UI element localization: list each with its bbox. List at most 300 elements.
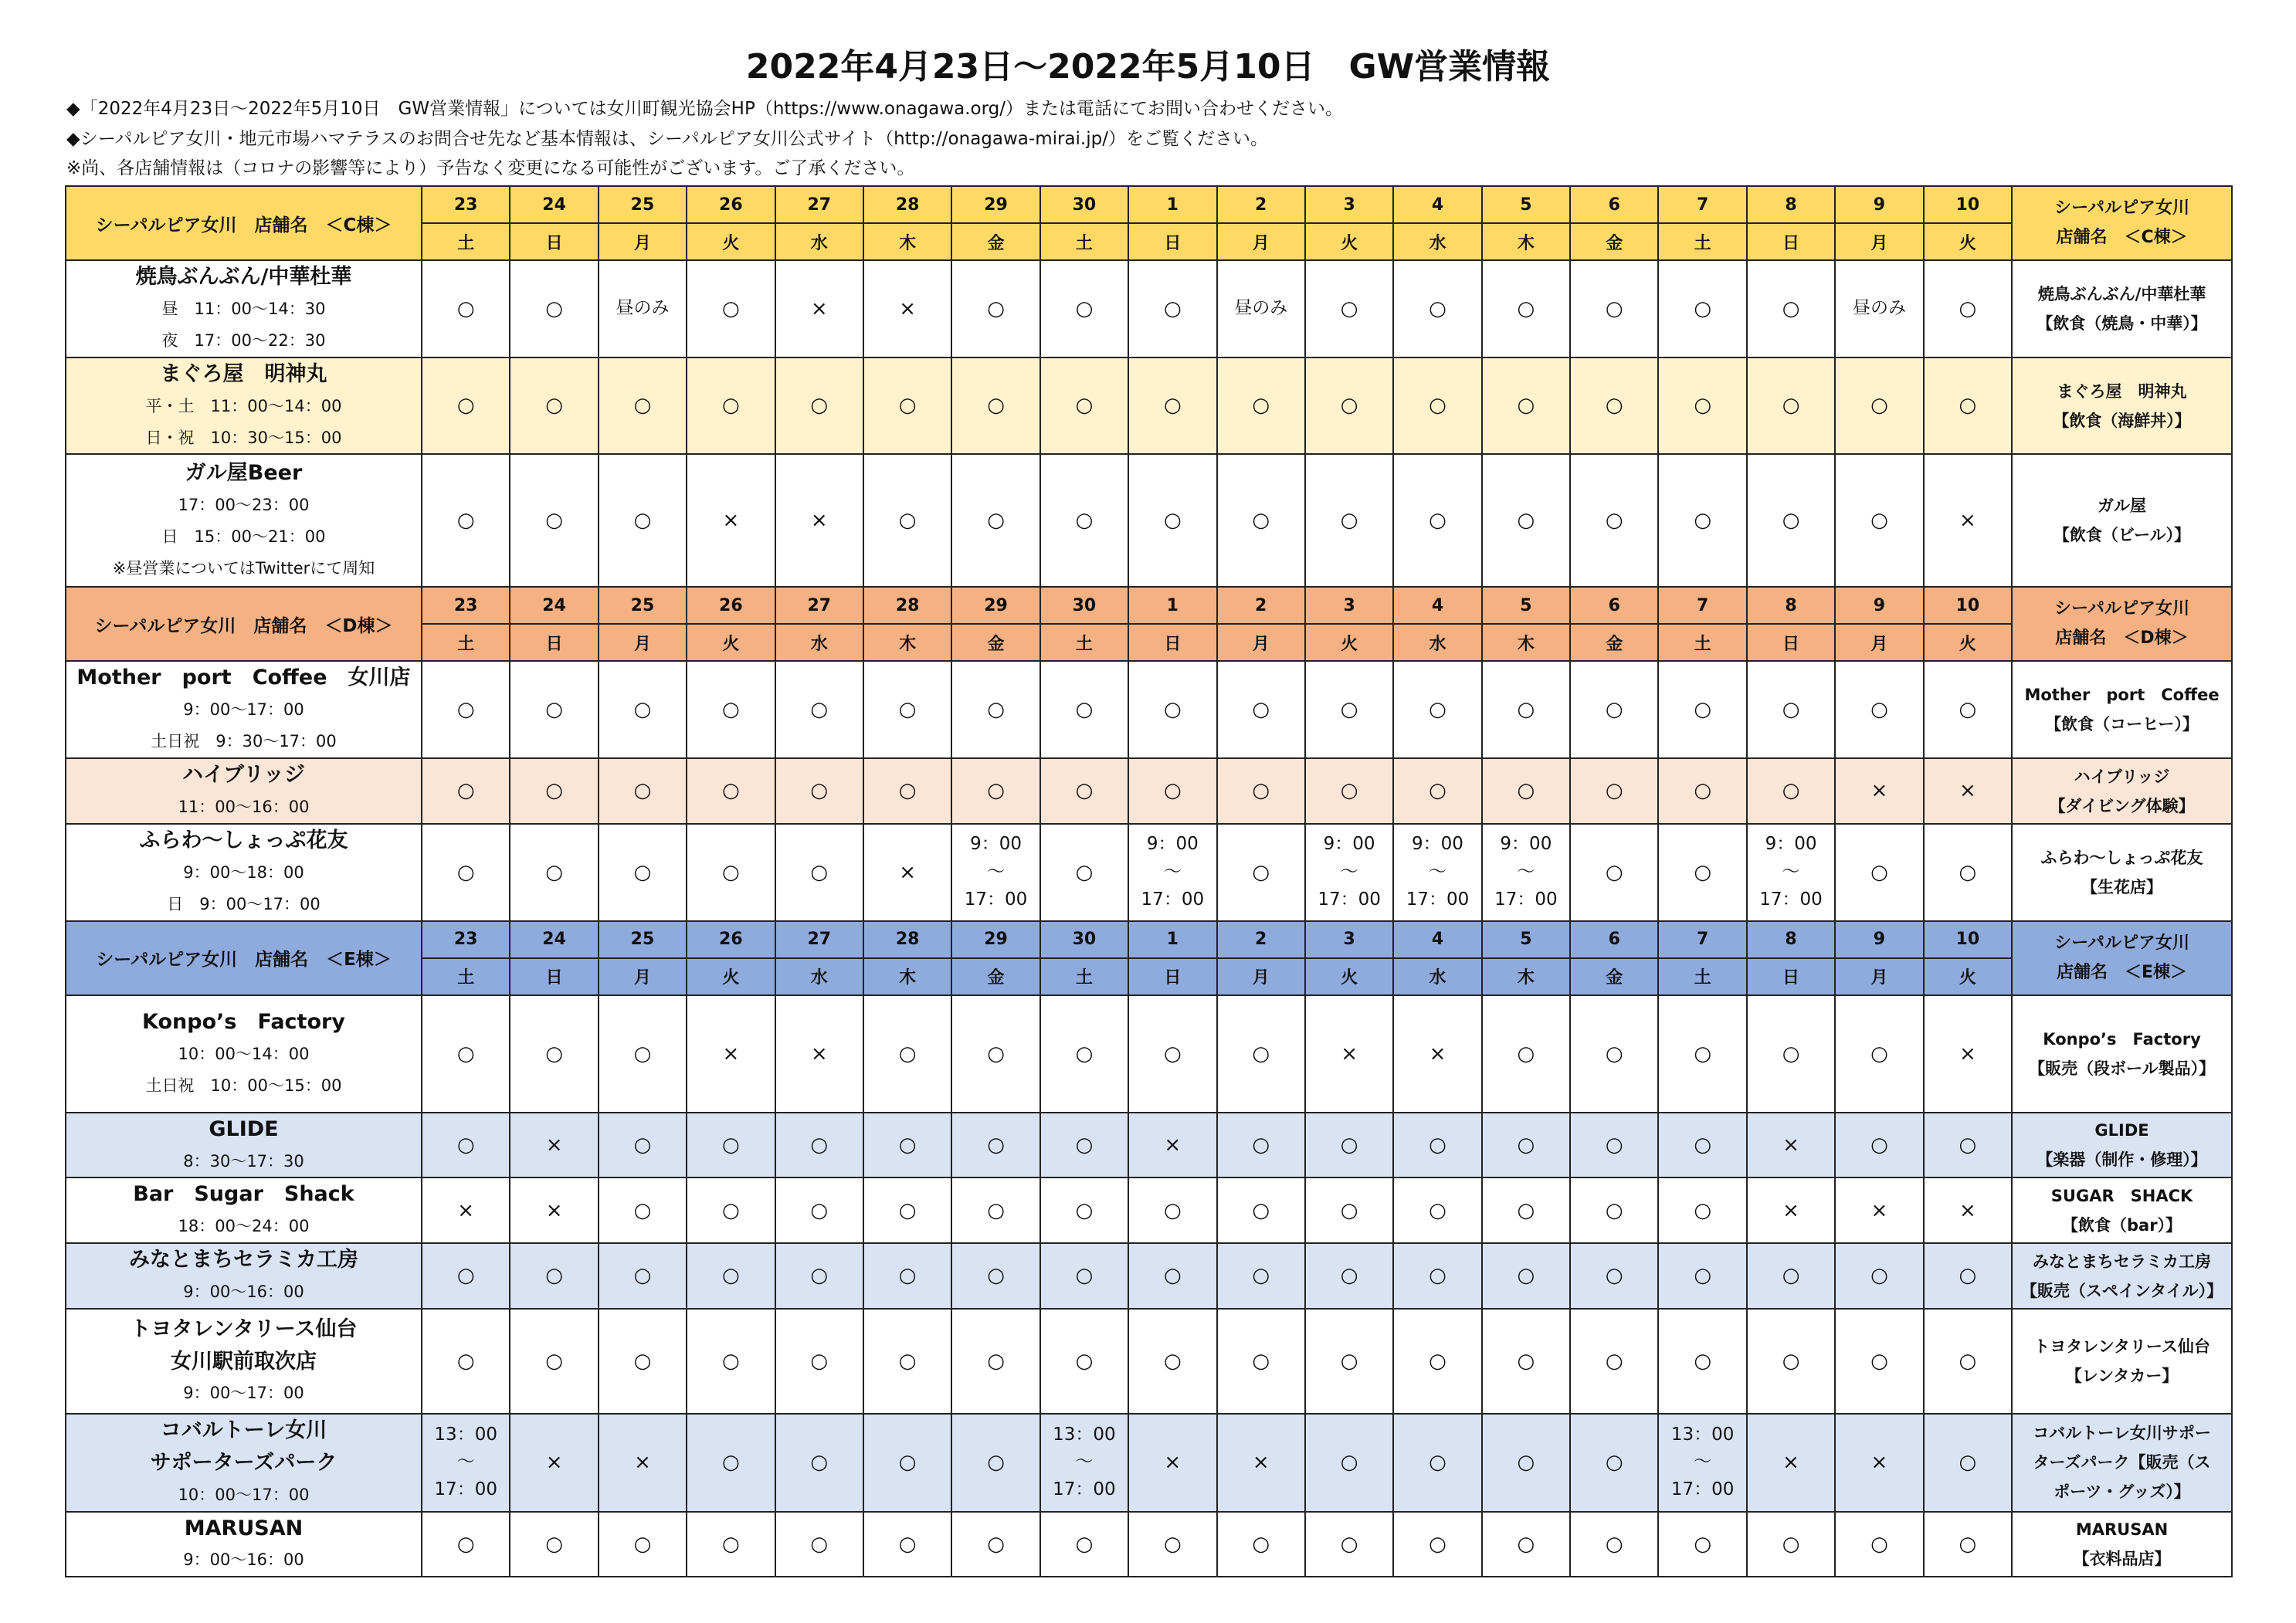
shop-category-cell — [2012, 1113, 2232, 1178]
status-cell — [1658, 1414, 1746, 1512]
shop-category-line: ターズパーク【販売（ス — [2033, 1453, 2211, 1472]
date-cell: 30 — [1040, 921, 1128, 958]
status-cell: × — [1128, 1113, 1216, 1178]
status-cell: ○ — [775, 1512, 863, 1577]
status-hours-line: 17：00 — [434, 1479, 497, 1500]
status-cell: ○ — [1305, 1177, 1393, 1243]
status-cell: ○ — [510, 661, 598, 758]
status-cell: ○ — [1570, 1414, 1658, 1512]
status-cell: ○ — [1040, 1177, 1128, 1243]
weekday-cell: 土 — [1658, 223, 1746, 260]
status-cell: ○ — [1835, 824, 1923, 921]
status-cell: ○ — [1570, 995, 1658, 1113]
status-cell: ○ — [687, 824, 775, 921]
status-cell: ○ — [1747, 357, 1835, 455]
shop-hours: 夜 17：00～22：30 — [161, 330, 326, 350]
section-label-right-line: 店舗名 ＜C棟＞ — [2056, 228, 2188, 247]
status-cell: ○ — [1570, 357, 1658, 455]
status-cell: ○ — [1040, 1309, 1128, 1414]
status-cell: ○ — [1305, 1309, 1393, 1414]
shop-info-cell — [66, 357, 422, 455]
note-line: ◆「2022年4月23日～2022年5月10日 GW営業情報」については女川町観光協会HP（https://www.onagawa.org/）または電話にてお問い合わせください。 — [66, 99, 1344, 119]
shop-row — [66, 1243, 2232, 1309]
status-hours-line: 9：00 — [1500, 834, 1552, 855]
status-cell: ○ — [1217, 1512, 1305, 1577]
status-cell: × — [775, 454, 863, 587]
status-cell: × — [1835, 758, 1923, 824]
weekday-cell: 水 — [1393, 223, 1481, 260]
shop-category-line: 【ダイビング体験】 — [2049, 796, 2195, 815]
weekday-cell: 火 — [1305, 223, 1393, 260]
shop-category-line: トヨタレンタリース仙台 — [2033, 1337, 2210, 1356]
weekday-cell: 月 — [1835, 223, 1923, 260]
weekday-cell: 金 — [951, 624, 1039, 661]
status-cell: ○ — [422, 661, 510, 758]
date-cell: 4 — [1393, 186, 1481, 223]
shop-category-line: 【生花店】 — [2081, 877, 2163, 896]
status-cell: ○ — [1482, 1177, 1570, 1243]
status-cell: ○ — [1658, 1243, 1746, 1309]
status-hours-line: 9：00 — [970, 834, 1022, 855]
status-cell: ○ — [422, 454, 510, 587]
weekday-cell: 日 — [1128, 624, 1216, 661]
status-cell: ○ — [1482, 758, 1570, 824]
status-cell: ○ — [510, 1512, 598, 1577]
date-cell: 28 — [863, 186, 951, 223]
status-cell: ○ — [1658, 454, 1746, 587]
status-hours-line: 17：00 — [1759, 889, 1823, 910]
status-cell — [1393, 824, 1481, 921]
date-cell: 28 — [863, 587, 951, 624]
status-cell: ○ — [1393, 1414, 1481, 1512]
status-cell: ○ — [863, 1512, 951, 1577]
date-cell: 23 — [422, 921, 510, 958]
status-cell: ○ — [775, 758, 863, 824]
shop-hours: 9：00～17：00 — [183, 1384, 304, 1403]
shop-hours: 9：00～18：00 — [183, 862, 304, 882]
shop-hours: ※昼営業についてはTwitterにて周知 — [112, 558, 375, 578]
status-cell: × — [1217, 1414, 1305, 1512]
status-cell: ○ — [1393, 1177, 1481, 1243]
shop-category-line: 【飲食（コーヒー）】 — [2045, 715, 2199, 734]
shop-hours: 10：00～14：00 — [178, 1044, 310, 1063]
weekday-cell: 土 — [422, 958, 510, 995]
status-hours-line: 17：00 — [1494, 889, 1558, 910]
status-cell: ○ — [1658, 995, 1746, 1113]
status-cell: ○ — [1570, 260, 1658, 357]
date-cell: 23 — [422, 587, 510, 624]
status-hours-line: 13：00 — [434, 1424, 497, 1445]
status-cell: ○ — [1305, 758, 1393, 824]
status-cell: ○ — [599, 1512, 687, 1577]
shop-category-line: ガル屋 — [2098, 496, 2147, 516]
status-cell: 昼のみ — [1835, 260, 1923, 357]
status-cell: ○ — [687, 1113, 775, 1178]
status-cell: ○ — [687, 357, 775, 455]
weekday-cell: 水 — [775, 624, 863, 661]
status-cell: ○ — [951, 1177, 1039, 1243]
status-cell: ○ — [1658, 758, 1746, 824]
status-cell: ○ — [687, 260, 775, 357]
status-cell: ○ — [510, 995, 598, 1113]
status-cell: ○ — [1747, 454, 1835, 587]
status-cell: ○ — [863, 454, 951, 587]
status-cell: ○ — [1482, 1243, 1570, 1309]
date-cell: 7 — [1658, 587, 1746, 624]
status-cell: ○ — [951, 357, 1039, 455]
status-hours-line: ～ — [1782, 861, 1800, 882]
status-cell: × — [775, 995, 863, 1113]
status-cell: ○ — [1040, 357, 1128, 455]
shop-category-cell — [2012, 1177, 2232, 1243]
status-cell: ○ — [1128, 454, 1216, 587]
status-cell: ○ — [1217, 1177, 1305, 1243]
shop-name: 焼鳥ぶんぶん/中華杜華 — [135, 265, 352, 289]
status-cell: ○ — [1128, 995, 1216, 1113]
status-cell: × — [863, 260, 951, 357]
status-cell: × — [1305, 995, 1393, 1113]
status-cell: ○ — [1393, 357, 1481, 455]
weekday-cell: 木 — [863, 624, 951, 661]
status-cell: ○ — [422, 758, 510, 824]
weekday-cell: 土 — [422, 223, 510, 260]
shop-category-line: 【衣料品店】 — [2073, 1550, 2171, 1569]
status-cell: ○ — [1040, 661, 1128, 758]
date-cell: 23 — [422, 186, 510, 223]
status-cell: × — [1747, 1414, 1835, 1512]
shop-info-cell — [66, 661, 422, 758]
shop-row — [66, 995, 2232, 1113]
status-hours-line: ～ — [1340, 861, 1358, 882]
date-cell: 1 — [1128, 587, 1216, 624]
weekday-cell: 金 — [951, 958, 1039, 995]
status-cell: × — [510, 1113, 598, 1178]
status-cell: ○ — [599, 661, 687, 758]
status-cell: ○ — [1747, 1309, 1835, 1414]
status-cell: ○ — [1658, 824, 1746, 921]
status-cell: ○ — [1570, 1177, 1658, 1243]
shop-category-line: コバルトーレ女川サポー — [2033, 1424, 2211, 1443]
status-cell: ○ — [1747, 995, 1835, 1113]
status-cell: ○ — [1835, 995, 1923, 1113]
status-cell: ○ — [863, 1309, 951, 1414]
weekday-cell: 木 — [1482, 223, 1570, 260]
weekday-cell: 月 — [1217, 958, 1305, 995]
status-cell: ○ — [510, 824, 598, 921]
status-cell: ○ — [1658, 1512, 1746, 1577]
shop-info-cell — [66, 758, 422, 824]
date-cell: 8 — [1747, 186, 1835, 223]
status-cell: ○ — [1924, 1512, 2012, 1577]
status-cell: ○ — [1305, 661, 1393, 758]
status-cell: ○ — [1658, 661, 1746, 758]
weekday-cell: 土 — [1040, 958, 1128, 995]
status-cell: ○ — [599, 454, 687, 587]
date-cell: 27 — [775, 587, 863, 624]
date-cell: 27 — [775, 186, 863, 223]
shop-category-line: ハイブリッジ — [2074, 767, 2170, 786]
shop-category-cell — [2012, 454, 2232, 587]
status-hours-line: 9：00 — [1146, 834, 1199, 855]
status-cell: ○ — [687, 1512, 775, 1577]
status-cell — [951, 824, 1039, 921]
status-cell: ○ — [951, 1512, 1039, 1577]
status-cell: ○ — [1217, 1243, 1305, 1309]
shop-category-cell — [2012, 1414, 2232, 1512]
date-cell: 24 — [510, 921, 598, 958]
date-cell: 3 — [1305, 587, 1393, 624]
status-cell: ○ — [1040, 1243, 1128, 1309]
status-cell: ○ — [1924, 661, 2012, 758]
status-cell: ○ — [1482, 260, 1570, 357]
shop-name: ガル屋Beer — [185, 461, 303, 486]
status-cell: ○ — [775, 1309, 863, 1414]
status-cell: ○ — [1040, 995, 1128, 1113]
shop-category-line: 【飲食（ビール）】 — [2053, 526, 2191, 545]
status-cell: ○ — [1393, 260, 1481, 357]
shop-row — [66, 454, 2232, 587]
status-cell: ○ — [1835, 1243, 1923, 1309]
weekday-cell: 火 — [1924, 624, 2012, 661]
status-cell: ○ — [1393, 454, 1481, 587]
status-hours-line: ～ — [987, 861, 1006, 882]
status-cell: × — [687, 454, 775, 587]
status-cell: ○ — [1835, 661, 1923, 758]
status-cell: × — [1747, 1113, 1835, 1178]
status-cell: ○ — [1924, 1113, 2012, 1178]
shop-hours: 土日祝 10：00～15：00 — [145, 1076, 342, 1095]
shop-info-cell — [66, 260, 422, 357]
date-cell: 26 — [687, 587, 775, 624]
status-cell: ○ — [599, 758, 687, 824]
shop-category-cell — [2012, 661, 2232, 758]
status-cell: ○ — [510, 1309, 598, 1414]
status-cell: ○ — [1393, 1243, 1481, 1309]
status-cell: ○ — [1482, 995, 1570, 1113]
weekday-cell: 日 — [1128, 958, 1216, 995]
status-cell: × — [1924, 995, 2012, 1113]
section-header-row — [66, 587, 2232, 624]
status-cell: ○ — [863, 661, 951, 758]
date-cell: 24 — [510, 587, 598, 624]
date-cell: 27 — [775, 921, 863, 958]
status-cell: ○ — [1835, 357, 1923, 455]
status-cell: × — [422, 1177, 510, 1243]
shop-category-line: MARUSAN — [2075, 1520, 2169, 1540]
status-cell: ○ — [863, 1113, 951, 1178]
status-cell: ○ — [951, 454, 1039, 587]
weekday-cell: 金 — [1570, 958, 1658, 995]
status-cell: ○ — [1570, 661, 1658, 758]
status-cell: ○ — [1570, 1113, 1658, 1178]
shop-name: MARUSAN — [184, 1516, 304, 1540]
weekday-cell: 金 — [1570, 223, 1658, 260]
status-cell — [1482, 824, 1570, 921]
date-cell: 6 — [1570, 921, 1658, 958]
shop-name: GLIDE — [209, 1116, 279, 1141]
weekday-cell: 月 — [1217, 223, 1305, 260]
status-cell: ○ — [1482, 1512, 1570, 1577]
section-header-row — [66, 921, 2232, 958]
shop-row — [66, 758, 2232, 824]
section-header-row — [66, 186, 2232, 223]
date-cell: 10 — [1924, 587, 2012, 624]
status-cell: ○ — [1305, 1414, 1393, 1512]
section-label-right-line: シーパルピア女川 — [2054, 198, 2189, 218]
status-cell: ○ — [1128, 661, 1216, 758]
status-cell: ○ — [599, 1309, 687, 1414]
status-cell: ○ — [951, 995, 1039, 1113]
status-cell: ○ — [1128, 1309, 1216, 1414]
status-cell: ○ — [687, 1414, 775, 1512]
section-label-right-line: 店舗名 ＜D棟＞ — [2055, 629, 2189, 649]
date-cell: 29 — [951, 921, 1039, 958]
status-cell: ○ — [775, 1113, 863, 1178]
status-cell: ○ — [1305, 454, 1393, 587]
status-cell: ○ — [951, 758, 1039, 824]
date-cell: 8 — [1747, 921, 1835, 958]
status-cell: ○ — [775, 824, 863, 921]
shop-name: ハイブリッジ — [181, 763, 306, 788]
shop-category-line: Mother port Coffee — [2024, 686, 2220, 705]
status-cell: ○ — [951, 1243, 1039, 1309]
weekday-cell: 火 — [1305, 624, 1393, 661]
status-hours-line: 17：00 — [1141, 889, 1205, 910]
shop-row — [66, 357, 2232, 455]
status-cell: × — [1393, 995, 1481, 1113]
status-hours-line: 17：00 — [964, 889, 1028, 910]
shop-category-cell — [2012, 1309, 2232, 1414]
status-cell: × — [1835, 1177, 1923, 1243]
status-cell: ○ — [1482, 1414, 1570, 1512]
status-cell: ○ — [1217, 357, 1305, 455]
status-cell: 昼のみ — [1217, 260, 1305, 357]
status-hours-line: 13：00 — [1053, 1424, 1116, 1445]
status-cell: ○ — [1393, 1113, 1481, 1178]
status-cell: ○ — [775, 661, 863, 758]
date-cell: 29 — [951, 186, 1039, 223]
shop-name: みなとまちセラミカ工房 — [129, 1248, 358, 1272]
status-cell: ○ — [422, 1512, 510, 1577]
status-hours-line: 17：00 — [1406, 889, 1470, 910]
status-cell: ○ — [1835, 454, 1923, 587]
status-hours-line: 9：00 — [1412, 834, 1463, 855]
shop-category-line: 焼鳥ぶんぶん/中華杜華 — [2037, 284, 2206, 303]
status-hours-line: ～ — [1517, 861, 1535, 882]
status-cell: ○ — [687, 1309, 775, 1414]
date-cell: 7 — [1658, 186, 1746, 223]
status-cell: ○ — [1835, 1309, 1923, 1414]
status-cell: ○ — [775, 1414, 863, 1512]
shop-category-line: 【販売（段ボール製品）】 — [2028, 1059, 2216, 1078]
status-cell: ○ — [1128, 1512, 1216, 1577]
status-cell: ○ — [1128, 357, 1216, 455]
shop-category-line: GLIDE — [2094, 1121, 2149, 1140]
date-cell: 3 — [1305, 186, 1393, 223]
status-cell: ○ — [510, 758, 598, 824]
status-cell: ○ — [1393, 758, 1481, 824]
weekday-cell: 土 — [1040, 624, 1128, 661]
date-cell: 2 — [1217, 587, 1305, 624]
weekday-cell: 火 — [1305, 958, 1393, 995]
weekday-cell: 土 — [1658, 624, 1746, 661]
status-cell: ○ — [1747, 758, 1835, 824]
shop-hours: 10：00～17：00 — [178, 1485, 310, 1504]
weekday-cell: 水 — [775, 958, 863, 995]
status-cell: ○ — [1658, 260, 1746, 357]
shop-category-line: ふらわ～しょっぷ花友 — [2040, 848, 2203, 867]
status-cell: ○ — [599, 824, 687, 921]
weekday-cell: 金 — [1570, 624, 1658, 661]
weekday-cell: 木 — [1482, 958, 1570, 995]
status-cell: ○ — [775, 357, 863, 455]
weekday-cell: 月 — [599, 624, 687, 661]
date-cell: 1 — [1128, 921, 1216, 958]
status-cell: ○ — [1128, 1177, 1216, 1243]
status-cell: ○ — [1924, 1309, 2012, 1414]
shop-category-line: Konpo’s Factory — [2043, 1029, 2201, 1049]
status-cell: ○ — [1747, 661, 1835, 758]
status-cell: ○ — [510, 454, 598, 587]
shop-name: トヨタレンタリース仙台 — [130, 1316, 358, 1341]
weekday-cell: 日 — [1747, 223, 1835, 260]
shop-category-cell — [2012, 758, 2232, 824]
shop-hours: 8：30～17：30 — [183, 1151, 304, 1171]
section-label-right-line: シーパルピア女川 — [2054, 933, 2189, 953]
shop-hours: 17：00～23：00 — [178, 495, 310, 514]
shop-category-line: 【楽器（制作・修理）】 — [2037, 1150, 2207, 1170]
status-cell: ○ — [863, 1243, 951, 1309]
status-cell: ○ — [1658, 1309, 1746, 1414]
shop-name: ふらわ～しょっぷ花友 — [139, 828, 348, 852]
status-cell: ○ — [1040, 1113, 1128, 1178]
status-cell: ○ — [1305, 357, 1393, 455]
shop-name: まぐろ屋 明神丸 — [160, 361, 327, 386]
status-hours-line: 17：00 — [1318, 889, 1381, 910]
status-cell: ○ — [1924, 1243, 2012, 1309]
weekday-cell: 日 — [1747, 624, 1835, 661]
shop-name: Mother port Coffee 女川店 — [76, 666, 411, 690]
date-cell: 4 — [1393, 921, 1481, 958]
status-cell: ○ — [1835, 1113, 1923, 1178]
status-cell: ○ — [1747, 260, 1835, 357]
date-cell: 3 — [1305, 921, 1393, 958]
weekday-cell: 月 — [599, 223, 687, 260]
shop-info-cell — [66, 1512, 422, 1577]
status-cell: ○ — [1747, 1512, 1835, 1577]
weekday-cell: 木 — [863, 223, 951, 260]
schedule-table — [65, 185, 2233, 1577]
status-cell: ○ — [1217, 1309, 1305, 1414]
date-cell: 1 — [1128, 186, 1216, 223]
weekday-cell: 月 — [1835, 624, 1923, 661]
status-hours-line: 17：00 — [1670, 1479, 1735, 1500]
shop-category-line: 【レンタカー】 — [2065, 1367, 2179, 1385]
status-cell: ○ — [1305, 1512, 1393, 1577]
shop-category-cell — [2012, 995, 2232, 1113]
status-cell: ○ — [1128, 260, 1216, 357]
date-cell: 30 — [1040, 587, 1128, 624]
shop-hours: 平・土 11：00～14：00 — [145, 396, 342, 415]
status-cell: ○ — [1570, 1243, 1658, 1309]
status-hours-line: ～ — [1075, 1452, 1094, 1472]
weekday-cell: 日 — [510, 223, 598, 260]
date-cell: 24 — [510, 186, 598, 223]
date-cell: 8 — [1747, 587, 1835, 624]
status-cell: × — [1924, 758, 2012, 824]
status-cell: ○ — [1924, 1414, 2012, 1512]
status-cell: ○ — [1305, 260, 1393, 357]
